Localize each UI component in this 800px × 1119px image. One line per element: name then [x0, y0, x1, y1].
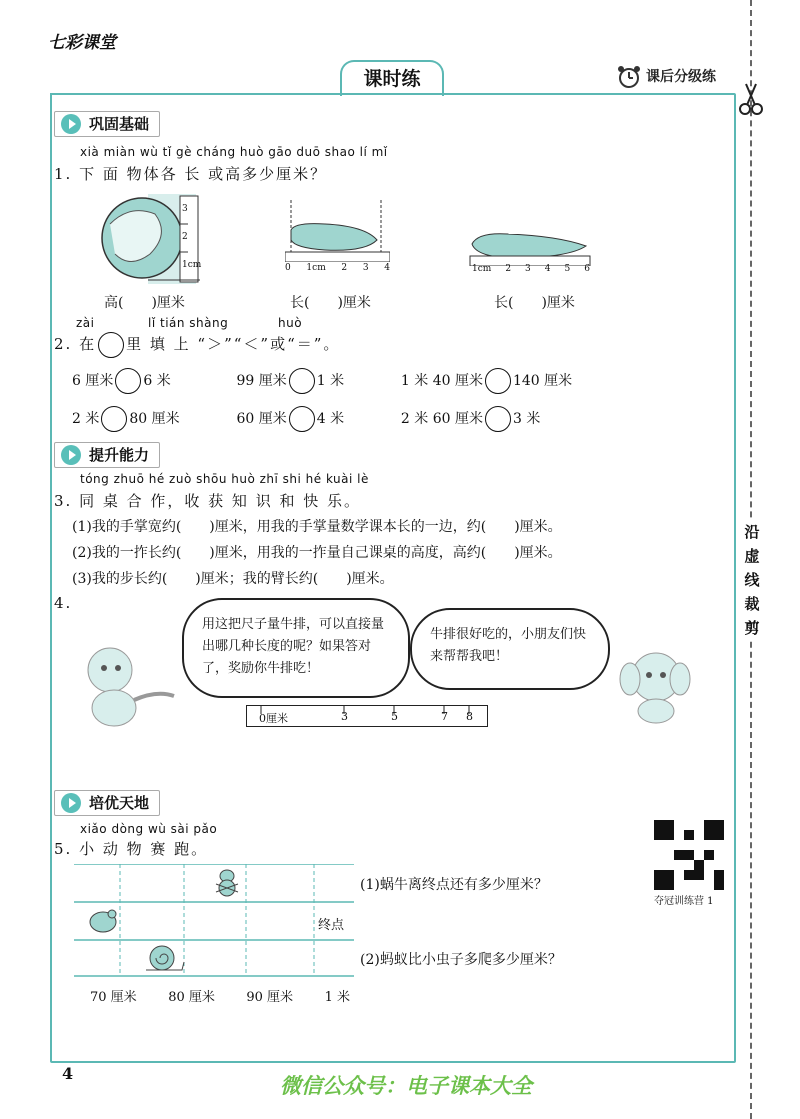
q5-pinyin: xiǎo dòng wù sài pǎo: [80, 822, 218, 836]
ant-icon: [212, 868, 242, 904]
q1-text: 1. 下 面 物体各 长 或高多少厘米？: [54, 165, 328, 183]
answer-circle[interactable]: [485, 406, 511, 432]
q3-item-3: (3)我的步长约( )厘米；我的臂长约( )厘米。: [72, 571, 394, 587]
speech-bubble-dog: 牛排很好吃的，小朋友们快来帮帮我吧！: [410, 608, 610, 690]
compare-item: 60 厘米 4 米: [236, 406, 396, 432]
watermark: 微信公众号：电子课本大全: [280, 1074, 532, 1098]
answer-circle[interactable]: [289, 368, 315, 394]
answer-circle[interactable]: [485, 368, 511, 394]
q3-item-1: (1)我的手掌宽约( )厘米，用我的手掌量数学课本长的一边，约( )厘米。: [72, 519, 562, 535]
compare-item: 99 厘米 1 米: [236, 368, 396, 394]
answer-circle[interactable]: [289, 406, 315, 432]
ruler-tick-0: 0厘米: [259, 712, 288, 725]
speech-bubble-monkey: 用这把尺子量牛排，可以直接量出哪几种长度的呢？如果答对了，奖励你牛排吃！: [182, 598, 410, 698]
ruler-tick-3: 3: [341, 710, 348, 723]
race-scale: 70 厘米 80 厘米 90 厘米 1 米: [90, 990, 350, 1005]
q5-text: 5. 小 动 物 赛 跑。: [54, 840, 209, 858]
page-number: 4: [62, 1064, 74, 1083]
ruler2-ticks: 0 1cm 2 3 4: [285, 263, 390, 273]
ruler-tick-5: 5: [391, 710, 398, 723]
q2-text: 2. 在 里 填 上 “＞”“＜”或“＝”。: [54, 332, 340, 358]
ruler-tick-7: 7: [441, 710, 448, 723]
dog-figure: [610, 645, 700, 729]
scissors-icon: [738, 82, 764, 120]
section-badge-improve: 提升能力: [54, 442, 160, 468]
compare-item: 2 米 60 厘米 3 米: [401, 406, 601, 432]
section-badge-basic: 巩固基础: [54, 111, 160, 137]
answer-circle[interactable]: [98, 332, 124, 358]
q1-label-shoe: 长( )厘米: [494, 295, 575, 311]
q2-pinyin-3: huò: [278, 316, 303, 330]
q2-pinyin-2: lǐ tián shàng: [148, 316, 229, 330]
q1-label-height: 高( )厘米: [104, 295, 185, 311]
chalk-figure: [285, 200, 390, 266]
q5-question-1: (1)蜗牛离终点还有多少厘米？: [360, 877, 548, 893]
bug-icon: [86, 906, 120, 940]
finish-label: 终点: [318, 918, 345, 933]
broken-ruler: [246, 705, 488, 727]
q3-item-2: (2)我的一拃长约( )厘米，用我的一拃量自己课桌的高度，高约( )厘米。: [72, 545, 562, 561]
answer-circle[interactable]: [101, 406, 127, 432]
page-title: 课时练: [340, 60, 444, 96]
answer-circle[interactable]: [115, 368, 141, 394]
q2-row-1: [72, 368, 601, 394]
play-icon: [61, 114, 81, 134]
play-icon: [61, 445, 81, 465]
alarm-clock-icon: [616, 64, 642, 94]
ruler1-ticks: 3 2 1cm: [182, 204, 202, 270]
compare-item: 6 厘米 6 米: [72, 368, 232, 394]
ruler-tick-8: 8: [466, 710, 473, 723]
ruler3-ticks: 1cm 2 3 4 5 6: [472, 264, 590, 274]
q1-label-chalk: 长( )厘米: [290, 295, 371, 311]
monkey-figure: [62, 640, 182, 734]
snail-icon: [142, 944, 186, 978]
q1-pinyin: xià miàn wù tǐ gè cháng huò gāo duō shao lí mǐ: [80, 145, 388, 159]
qr-code-icon[interactable]: [654, 820, 724, 894]
q3-pinyin: tóng zhuō hé zuò shōu huò zhī shi hé kuài lè: [80, 472, 369, 486]
brand-logo: 七彩课堂: [48, 33, 116, 53]
play-icon: [61, 793, 81, 813]
q4-number: 4.: [54, 594, 73, 612]
compare-item: 1 米 40 厘米 140 厘米: [401, 368, 601, 394]
q2-pinyin-1: zài: [76, 316, 95, 330]
q3-text: 3. 同 桌 合 作，收 获 知 识 和 快 乐。: [54, 492, 361, 510]
q2-row-2: [72, 406, 601, 432]
qr-caption: 夺冠训练营 1: [654, 896, 714, 907]
section-badge-excel: 培优天地: [54, 790, 160, 816]
page-subtitle: 课后分级练: [646, 69, 716, 85]
cut-label: 沿 虚 线 裁 剪: [742, 520, 762, 640]
compare-item: 2 米 80 厘米: [72, 406, 232, 432]
q5-question-2: (2)蚂蚁比小虫子多爬多少厘米？: [360, 952, 562, 968]
